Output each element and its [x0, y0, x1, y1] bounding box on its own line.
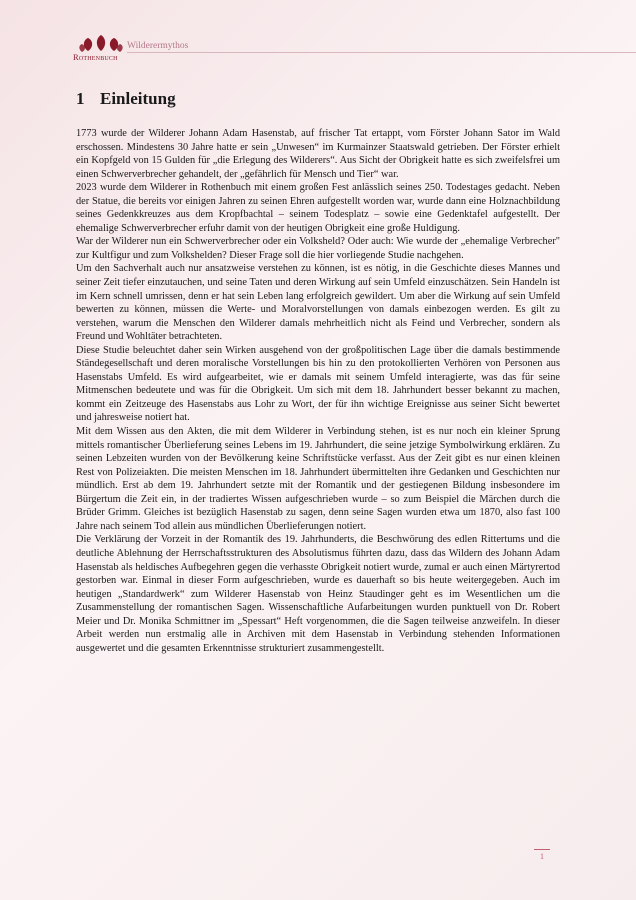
section-number: 1 [76, 89, 85, 108]
site-name: Wilderermythos [127, 41, 189, 51]
paragraph-6: Mit dem Wissen aus den Akten, die mit dem Wilderer in Verbindung stehen, ist es nur noch ein kleiner Sprung mittels romantischer Überlieferung seines Lebens im 19. Jahrhundert, die seine jetzige Symbolwirkung erklären. Zu seinen Lebzeiten wurden von der Bevölkerung keine Schriftstücke verfasst. Aus der Zeit gibt es nur einen kleinen Rest von Polizeiakten. Die meisten Menschen im 18. Jahrhundert übermittelten ihre Gedanken und Geschichten nur mündlich. Erst ab dem 19. Jahrhundert setzte mit der Romantik und der gestiegenen Bildung insbesondere im Bürgertum die Zeit ein, in der tradiertes Wissen aufgeschrieben wurde – so zum Beispiel die Märchen durch die Brüder Grimm. Gleiches ist bezüglich Hasenstab zu sagen, denn seine Sagen wurden etwa um 1870, also fast 100 Jahre nach seinem Tod allein aus mündlichen Überlieferungen notiert. [76, 426, 560, 532]
paragraph-1: 1773 wurde der Wilderer Johann Adam Hasenstab, auf frischer Tat ertappt, vom Förster Johann Sator im Wald erschossen. Mindestens 30 Jahre hatte er sein „Unwesen“ im Kurmainzer Staatswald getrieben. Der Förster erhielt ein Kopfgeld von 15 Gulden für „die Erlegung des Wilderers“. Aus Sicht der Obrigkeit hatte es sich zweifelsfrei um einen Schwerverbrecher gehandelt, der „gefährlich für Mensch und Tier“ war. [76, 128, 560, 180]
header-divider [127, 52, 636, 53]
section-heading [76, 89, 176, 109]
footer-divider [534, 849, 550, 850]
paragraph-4: Um den Sachverhalt auch nur ansatzweise verstehen zu können, ist es nötig, in die Geschichte dieses Mannes und seiner Zeit tiefer einzutauchen, und seine Taten und deren Wirkung auf sein Umfeld einzuschätzen. Sein Handeln ist im Kern schnell umrissen, denn er hat sein Leben lang erfolgreich gewildert. Um aber die Wirkung auf sein Umfeld bewerten zu können, müssen die Werte- und Moralvorstellungen von damals einbezogen werden. Es gilt zu verstehen, warum die Menschen den Wilderer damals mehrheitlich nicht als Feind und Verbrecher, sondern als Freund und Wohltäter betrachteten. [76, 263, 560, 343]
paragraph-2: 2023 wurde dem Wilderer in Rothenbuch mit einem großen Fest anlässlich seines 250. Todestages gedacht. Neben der Statue, die bereits vor einigen Jahren zu seinen Ehren aufgestellt worden war, wurde dann eine Holznachbildung seines Gedenkkreuzes aus dem Kropfbachtal – seinem Todesplatz – sowie eine Gedenktafel aufgestellt. Der ehemalige Schwerverbrecher erfuhr damit von der heutigen Obrigkeit eine große Huldigung. [76, 182, 560, 234]
paragraph-7: Die Verklärung der Vorzeit in der Romantik des 19. Jahrhunderts, die Beschwörung des edlen Rittertums und die deutliche Ablehnung der Herrschaftsstrukturen des Absolutismus führten dazu, dass das Wildern des Johann Adam Hasenstab als heldisches Aufbegehren gegen die verhasste Obrigkeit notiert wurde, zumal er auch einen Märtyrertod gestorben war. Einmal in dieser Form aufgeschrieben, wurde es dauerhaft so bis heute weitergegeben. Auch im heutigen „Standardwerk“ zum Wilderer Hasenstab von Heinz Staudinger geht es im Wesentlichen um die Zusammenstellung der romantischen Sagen. Wissenschaftliche Aufarbeitungen wurden punktuell von Dr. Robert Meier und Dr. Monika Schmittner im „Spessart“ Heft vorgenommen, die die Sagen teilweise anzweifeln. In dieser Arbeit werden nun erstmalig alle in Archiven mit dem Hasenstab in Verbindung stehenden Informationen ausgewertet und die gesamten Erkenntnisse strukturiert zusammengestellt. [76, 534, 560, 654]
body-text [76, 127, 560, 655]
section-title: Einleitung [100, 89, 176, 108]
paragraph-5: Diese Studie beleuchtet daher sein Wirken ausgehend von der großpolitischen Lage über die damals bestimmende Ständegesellschaft und deren moralische Vorstellungen bis hin zu den protokollierten Verhören von Personen aus Hasenstabs Umfeld. Es wird aufgearbeitet, wie er damals mit seinem Umfeld interagierte, was das für seine Mitmenschen bedeutete und was für die Obrigkeit. Um sich mit dem 18. Jahrhundert besser bekannt zu machen, kommt ein Zeitzeuge des Hasenstabs aus Lohr zu Wort, der für ihn wichtige Ereignisse aus seiner Sicht bewertet und jahresweise notiert hat. [76, 344, 560, 424]
logo-text: Rothenbuch [73, 52, 118, 62]
page-number: 1 [540, 852, 544, 861]
paragraph-3: War der Wilderer nun ein Schwerverbrecher oder ein Volksheld? Oder auch: Wie wurde der „ehemalige Verbrecher" zur Kultfigur und zum Volkshelden? Dieser Frage soll die hier vorliegende Studie nachgehen. [76, 236, 560, 261]
